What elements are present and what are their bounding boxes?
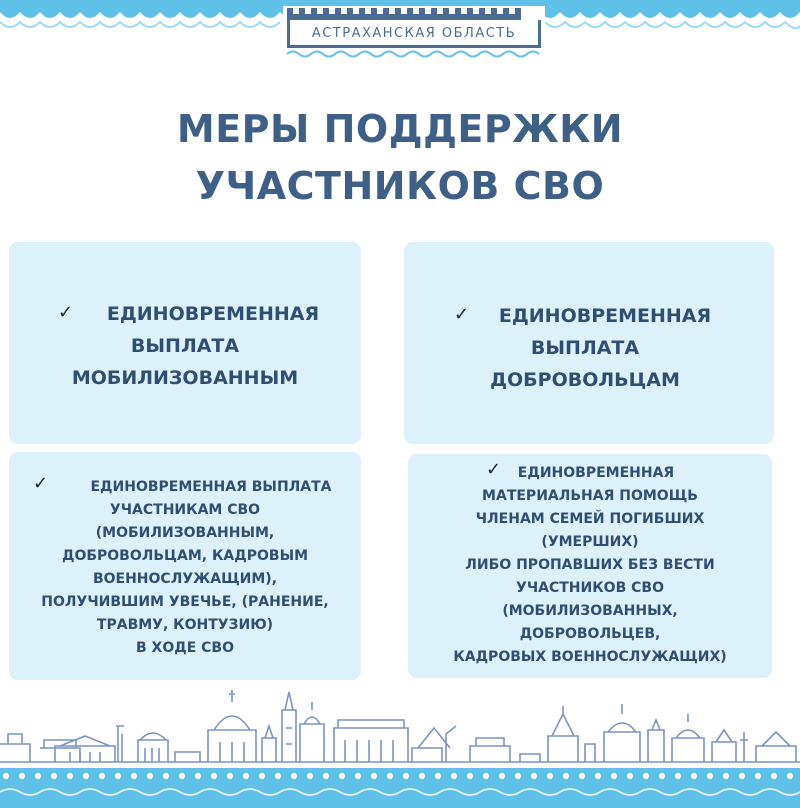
card-line: ТРАВМУ, КОНТУЗИЮ): [96, 617, 274, 633]
support-card-families: [408, 454, 772, 678]
page-title-line-1: МЕРЫ ПОДДЕРЖКИ: [176, 107, 624, 151]
card-line: УЧАСТНИКАМ СВО: [109, 502, 261, 518]
card-line: УЧАСТНИКОВ СВО: [516, 580, 664, 596]
support-card-injured: [9, 452, 361, 680]
city-skyline-illustration: [0, 684, 800, 808]
page-title-line-2: УЧАСТНИКОВ СВО: [195, 164, 605, 208]
card-line: ВЫПЛАТА: [530, 337, 640, 359]
card-line: ВОЕННОСЛУЖАЩИМ),: [92, 571, 278, 587]
card-line: (МОБИЛИЗОВАННЫМ,: [95, 525, 275, 541]
checkmark-icon: ✓: [58, 302, 74, 323]
card-line: В ХОДЕ СВО: [136, 640, 234, 656]
card-line: ДОБРОВОЛЬЦАМ, КАДРОВЫМ: [61, 548, 309, 564]
card-line: ЕДИНОВРЕМЕННАЯ ВЫПЛАТА: [90, 479, 332, 495]
card-line: ЕДИНОВРЕМЕННАЯ: [498, 305, 712, 327]
card-line: ДОБРОВОЛЬЦЕВ,: [519, 626, 661, 642]
logo-text: АСТРАХАНСКАЯ ОБЛАСТЬ: [311, 26, 517, 41]
card-line: ЕДИНОВРЕМЕННАЯ: [106, 303, 320, 325]
support-card-volunteers: [404, 242, 774, 444]
card-line: ЧЛЕНАМ СЕМЕЙ ПОГИБШИХ: [475, 511, 705, 527]
card-line: ЛИБО ПРОПАВШИХ БЕЗ ВЕСТИ: [465, 557, 715, 573]
support-card-mobilized: [9, 242, 361, 444]
card-line: КАДРОВЫХ ВОЕННОСЛУЖАЩИХ): [453, 649, 727, 665]
card-line: ВЫПЛАТА: [130, 335, 240, 357]
card-line: ДОБРОВОЛЬЦАМ: [490, 369, 680, 391]
card-line: (УМЕРШИХ): [541, 534, 639, 550]
card-line: (МОБИЛИЗОВАННЫХ,: [502, 603, 678, 619]
card-line: МАТЕРИАЛЬНАЯ ПОМОЩЬ: [482, 488, 698, 504]
card-line: ПОЛУЧИВШИМ УВЕЧЬЕ, (РАНЕНИЕ,: [41, 594, 329, 610]
checkmark-icon: ✓: [454, 304, 470, 325]
card-line: МОБИЛИЗОВАННЫМ: [71, 367, 299, 389]
checkmark-icon: ✓: [33, 473, 49, 494]
card-line: ЕДИНОВРЕМЕННАЯ: [517, 465, 675, 481]
region-logo: [283, 6, 545, 58]
checkmark-icon: ✓: [486, 459, 502, 480]
